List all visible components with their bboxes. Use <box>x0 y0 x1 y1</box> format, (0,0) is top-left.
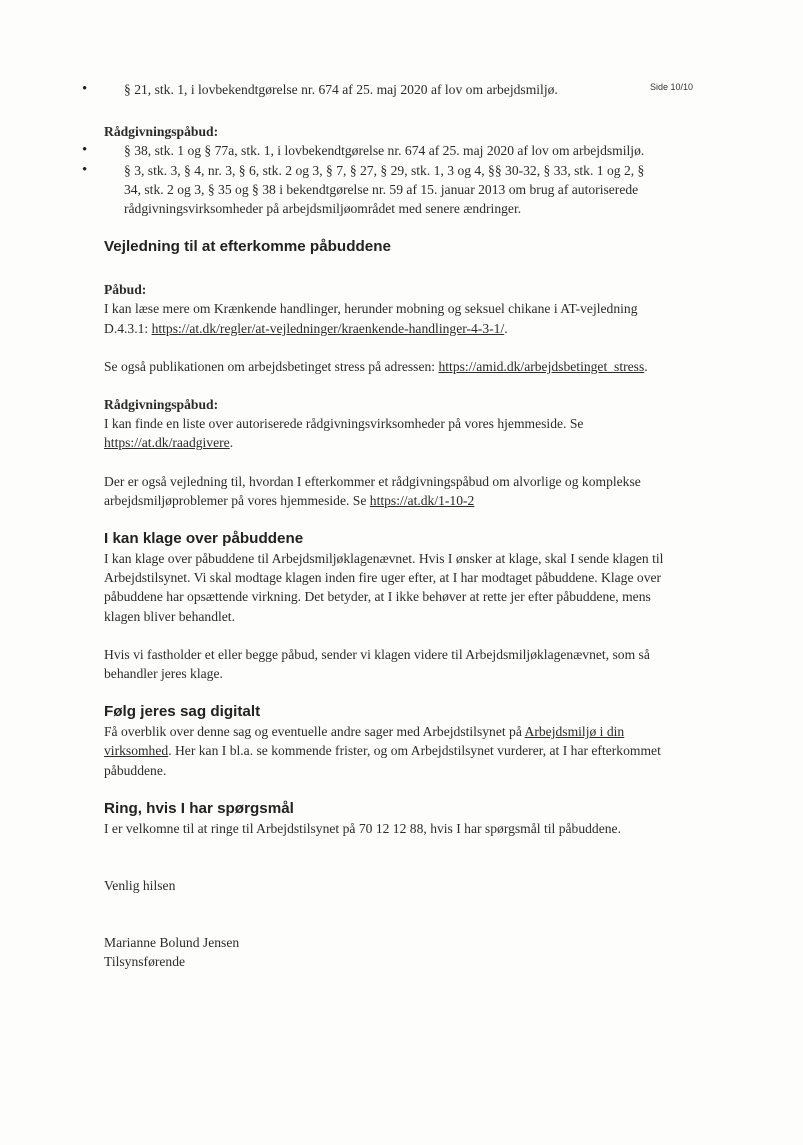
raadgivning-heading: Rådgivningspåbud: <box>104 124 219 140</box>
page-number: Side 10/10 <box>650 82 694 92</box>
ring-heading: Ring, hvis I har spørgsmål <box>104 799 294 817</box>
paabud-paragraph: I kan læse mere om Krænkende handlinger, herunder mobning og seksuel chikane i AT-vejledning D.4.3.1: https://at.dk/regler/at-vejledninger/kraenkende-handlinger-4-3-1/. <box>104 301 638 336</box>
arbejdsmiljoe-link[interactable]: Arbejdsmiljø i din virksomhed <box>104 724 625 759</box>
complex-link[interactable]: https://at.dk/1-10-2 <box>369 492 475 508</box>
closing: Venlig hilsen <box>104 878 176 894</box>
signature-title: Tilsynsførende <box>104 954 186 970</box>
stress-paragraph: Se også publikationen om arbejdsbetinget stress på adressen: https://amid.dk/arbejdsbetinget_stress. <box>104 358 648 374</box>
ring-paragraph: I er velkomne til at ringe til Arbejdstilsynet på 70 12 12 88, hvis I har spørgsmål til påbuddene. <box>104 820 621 836</box>
digitalt-paragraph: Få overblik over denne sag og eventuelle andre sager med Arbejdstilsynet på Arbejdsmiljø i din virksomhed. Her kan I bl.a. se kommende frister, og om Arbejdstilsynet vurderer, at I har efterkommet påbuddene. <box>104 724 661 778</box>
top-bullet-list <box>104 80 664 99</box>
paabud-link[interactable]: https://at.dk/regler/at-vejledninger/kraenkende-handlinger-4-3-1/ <box>151 320 505 336</box>
klage-heading: I kan klage over påbuddene <box>104 530 304 548</box>
list-item: • § 21, stk. 1, i lovbekendtgørelse nr. 674 af 25. maj 2020 af lov om arbejdsmiljø. <box>104 80 664 99</box>
vejledning-heading: Vejledning til at efterkomme påbuddene <box>104 238 391 256</box>
raadgivning-bullet-list <box>104 141 664 218</box>
raad-label: Rådgivningspåbud: <box>104 397 219 413</box>
signature-name: Marianne Bolund Jensen <box>104 935 240 951</box>
raadgivere-link[interactable]: https://at.dk/raadgivere <box>104 435 230 451</box>
klage-paragraph-2: Hvis vi fastholder et eller begge påbud, sender vi klagen videre til Arbejdsmiljøklagenævnet, som så behandler jeres klage. <box>104 646 650 682</box>
digitalt-heading: Følg jeres sag digitalt <box>104 703 261 721</box>
paabud-label: Påbud: <box>104 282 147 298</box>
list-item: • § 38, stk. 1 og § 77a, stk. 1, i lovbekendtgørelse nr. 674 af 25. maj 2020 af lov om arbejdsmiljø. <box>104 141 664 160</box>
list-item: • § 3, stk. 3, § 4, nr. 3, § 6, stk. 2 og 3, § 7, § 27, § 29, stk. 1, 3 og 4, §§ 30-32, § 33, stk. 1 og 2, § 34, stk. 2 og 3, § 35 og § 38 i bekendtgørelse nr. 59 af 15. januar 2013 om brug af autoriserede rådgivningsvirksomheder på arbejdsmiljøområdet med senere ændringer. <box>104 161 664 219</box>
klage-paragraph-1: I kan klage over påbuddene til Arbejdsmiljøklagenævnet. Hvis I ønsker at klage, skal I sende klagen til Arbejdstilsynet. Vi skal modtage klagen inden fire uger efter, at I har modtaget påbuddene. Klage over påbuddene har opsættende virkning. Det betyder, at I ikke behøver at rette jer efter påbuddene, mens klagen bliver behandlet. <box>104 551 664 624</box>
raad-paragraph: I kan finde en liste over autoriserede rådgivningsvirksomheder på vores hjemmeside. Se https://at.dk/raadgivere. <box>104 416 584 451</box>
complex-paragraph: Der er også vejledning til, hvordan I efterkommer et rådgivningspåbud om alvorlige og komplekse arbejdsmiljøproblemer på vores hjemmeside. Se https://at.dk/1-10-2 <box>104 473 641 508</box>
stress-link[interactable]: https://amid.dk/arbejdsbetinget_stress <box>438 358 645 374</box>
letter-body <box>104 80 664 972</box>
